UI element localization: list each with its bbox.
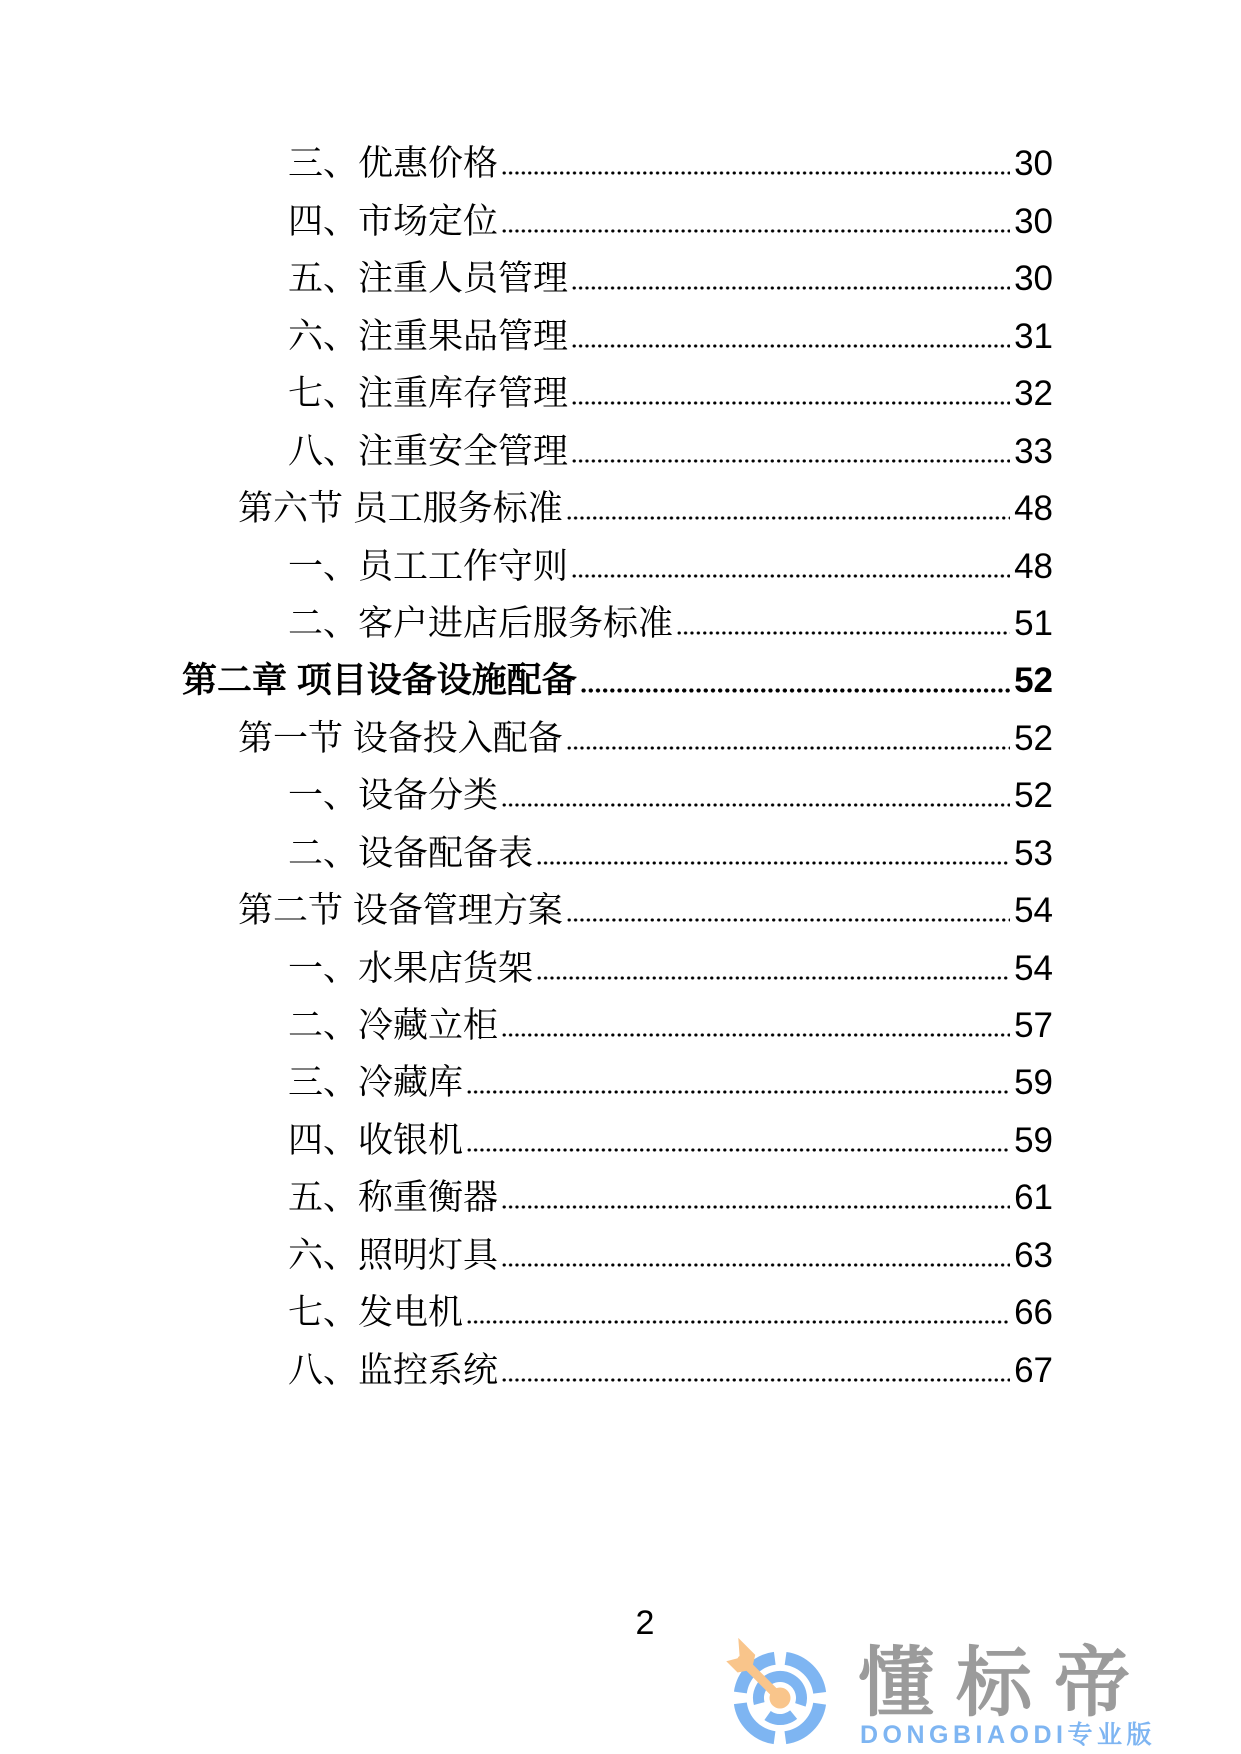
target-dart-icon xyxy=(726,1636,834,1754)
toc-entry-label: 八、注重安全管理 xyxy=(288,431,569,471)
toc-entry-page-number: 33 xyxy=(1014,431,1053,471)
toc-entry-label: 第二章 项目设备设施配备 xyxy=(182,661,577,701)
toc-entry[interactable] xyxy=(0,1225,1241,1282)
toc-dot-leader xyxy=(501,171,1010,175)
toc-entry[interactable] xyxy=(0,1110,1241,1167)
toc-dot-leader xyxy=(566,746,1010,750)
toc-entry-label: 二、设备配备表 xyxy=(288,833,534,873)
toc-entry-label: 七、发电机 xyxy=(288,1293,464,1333)
toc-entry[interactable] xyxy=(0,249,1241,306)
toc-entry-label: 二、客户进店后服务标准 xyxy=(288,603,674,643)
toc-entry-label: 一、水果店货架 xyxy=(288,948,534,988)
toc-dot-leader xyxy=(580,688,1010,693)
toc-entry-page-number: 53 xyxy=(1014,833,1053,873)
toc-dot-leader xyxy=(566,516,1010,520)
toc-entry-label: 五、称重衡器 xyxy=(288,1178,499,1218)
toc-entry-page-number: 66 xyxy=(1014,1293,1053,1333)
toc-dot-leader xyxy=(466,1320,1010,1324)
toc-dot-leader xyxy=(571,286,1010,290)
toc-dot-leader xyxy=(536,861,1010,865)
toc-dot-leader xyxy=(501,229,1010,233)
toc-entry-page-number: 32 xyxy=(1014,374,1053,414)
toc-entry[interactable] xyxy=(0,536,1241,593)
toc-entry[interactable] xyxy=(0,651,1241,708)
toc-entry-page-number: 51 xyxy=(1014,603,1053,643)
toc-entry-page-number: 48 xyxy=(1014,489,1053,529)
toc-dot-leader xyxy=(501,1378,1010,1382)
toc-entry-label: 四、市场定位 xyxy=(288,201,499,241)
toc-dot-leader xyxy=(571,344,1010,348)
toc-entry[interactable] xyxy=(0,594,1241,651)
toc-entry[interactable] xyxy=(0,881,1241,938)
watermark-tagline-text: DONGBIAODI专业版 xyxy=(860,1721,1157,1749)
toc-entry[interactable] xyxy=(0,708,1241,765)
toc-entry[interactable] xyxy=(0,938,1241,995)
toc-dot-leader xyxy=(501,1263,1010,1267)
toc-entry[interactable] xyxy=(0,1340,1241,1397)
toc-entry-page-number: 30 xyxy=(1014,259,1053,299)
toc-entry-page-number: 48 xyxy=(1014,546,1053,586)
toc-dot-leader xyxy=(566,918,1010,922)
toc-entry[interactable] xyxy=(0,364,1241,421)
toc-entry-page-number: 52 xyxy=(1014,661,1053,701)
toc-entry-label: 七、注重库存管理 xyxy=(288,374,569,414)
toc-entry-label: 一、员工工作守则 xyxy=(288,546,569,586)
toc-entry-label: 三、优惠价格 xyxy=(288,144,499,184)
toc-entry[interactable] xyxy=(0,479,1241,536)
toc-entry[interactable] xyxy=(0,766,1241,823)
toc-entry-label: 八、监控系统 xyxy=(288,1350,499,1390)
toc-entry-page-number: 59 xyxy=(1014,1120,1053,1160)
toc-dot-leader xyxy=(571,459,1010,463)
toc-entry-label: 第六节 员工服务标准 xyxy=(238,489,563,529)
toc-entry-page-number: 67 xyxy=(1014,1350,1053,1390)
toc-dot-leader xyxy=(466,1090,1010,1094)
toc-entry-page-number: 52 xyxy=(1014,776,1053,816)
toc-entry-page-number: 31 xyxy=(1014,316,1053,356)
toc-dot-leader xyxy=(571,401,1010,405)
toc-entry[interactable] xyxy=(0,1283,1241,1340)
toc-dot-leader xyxy=(676,631,1010,635)
toc-dot-leader xyxy=(501,803,1010,807)
toc-entry[interactable] xyxy=(0,1053,1241,1110)
toc-entry-page-number: 52 xyxy=(1014,718,1053,758)
toc-entry-label: 第一节 设备投入配备 xyxy=(238,718,563,758)
toc-entry[interactable] xyxy=(0,191,1241,248)
toc-entry-page-number: 61 xyxy=(1014,1178,1053,1218)
toc-entry[interactable] xyxy=(0,823,1241,880)
toc-entry[interactable] xyxy=(0,421,1241,478)
toc-entry[interactable] xyxy=(0,1168,1241,1225)
toc-entry-label: 六、照明灯具 xyxy=(288,1235,499,1275)
toc-entry-page-number: 63 xyxy=(1014,1235,1053,1275)
toc-dot-leader xyxy=(501,1033,1010,1037)
toc-list xyxy=(0,134,1241,1398)
toc-entry-page-number: 30 xyxy=(1014,144,1053,184)
toc-entry-page-number: 30 xyxy=(1014,201,1053,241)
toc-entry-label: 六、注重果品管理 xyxy=(288,316,569,356)
toc-entry[interactable] xyxy=(0,996,1241,1053)
toc-entry-page-number: 59 xyxy=(1014,1063,1053,1103)
toc-entry[interactable] xyxy=(0,134,1241,191)
toc-dot-leader xyxy=(571,574,1010,578)
toc-entry-label: 三、冷藏库 xyxy=(288,1063,464,1103)
toc-entry-page-number: 54 xyxy=(1014,891,1053,931)
watermark-brand-text: 懂标帝 xyxy=(858,1641,1152,1726)
toc-dot-leader xyxy=(536,976,1010,980)
toc-entry-label: 二、冷藏立柜 xyxy=(288,1006,499,1045)
toc-entry-label: 五、注重人员管理 xyxy=(288,259,569,299)
toc-entry-page-number: 57 xyxy=(1014,1006,1053,1045)
toc-entry-page-number: 54 xyxy=(1014,948,1053,988)
toc-dot-leader xyxy=(501,1205,1010,1209)
toc-dot-leader xyxy=(466,1148,1010,1152)
toc-entry-label: 第二节 设备管理方案 xyxy=(238,891,563,931)
toc-entry-label: 四、收银机 xyxy=(288,1120,464,1160)
folio-page-number: 2 xyxy=(635,1604,655,1642)
toc-entry-label: 一、设备分类 xyxy=(288,776,499,816)
toc-entry[interactable] xyxy=(0,306,1241,363)
